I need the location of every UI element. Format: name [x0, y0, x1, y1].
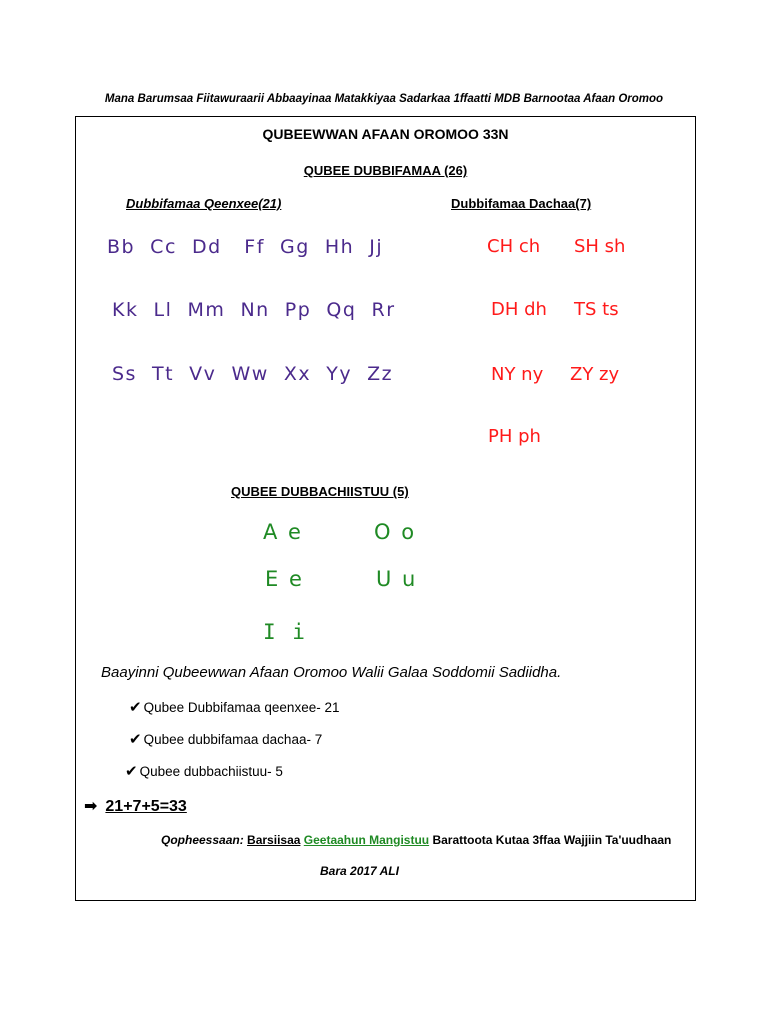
year-line: Bara 2017 ALI	[320, 864, 399, 878]
double-consonant-ts: TS ts	[574, 299, 619, 320]
vowel-i: I i	[263, 620, 307, 644]
summary-item-label: Qubee dubbifamaa dachaa- 7	[143, 732, 323, 747]
credit-line	[161, 833, 671, 847]
double-consonant-sh: SH sh	[574, 236, 626, 257]
single-consonants-row-3: Ss Tt Vv Ww Xx Yy Zz	[112, 363, 394, 385]
summary-item-3	[125, 762, 283, 780]
page-header: Mana Barumsaa Fiitawuraarii Abbaayinaa Matakkiyaa Sadarkaa 1ffaatti MDB Barnootaa Afaan Oromoo	[104, 93, 664, 105]
double-consonant-ny: NY ny	[491, 364, 544, 385]
credit-label: Qopheessaan:	[161, 833, 244, 847]
total-line	[84, 796, 187, 816]
check-icon: ✔	[129, 698, 142, 716]
check-icon: ✔	[125, 762, 138, 780]
summary-note: Baayinni Qubeewwan Afaan Oromoo Walii Galaa Soddomii Sadiidha.	[101, 664, 562, 681]
vowel-e: E e	[265, 567, 304, 591]
credit-prefix: Barsiisaa	[247, 833, 301, 847]
arrow-right-icon: ➡	[84, 796, 98, 815]
alphabet-box	[75, 116, 696, 901]
vowel-o: O o	[374, 520, 417, 544]
credit-suffix: Barattoota Kutaa 3ffaa Wajjiin Ta'uudhaan	[432, 833, 672, 847]
consonants-heading: QUBEE DUBBIFAMAA (26)	[303, 163, 468, 178]
summary-item-1	[129, 698, 339, 716]
single-consonants-heading: Dubbifamaa Qeenxee(21)	[126, 196, 282, 211]
summary-item-label: Qubee dubbachiistuu- 5	[139, 764, 283, 779]
check-icon: ✔	[129, 730, 142, 748]
credit-name: Geetaahun Mangistuu	[303, 833, 430, 847]
double-consonant-ch: CH ch	[487, 236, 541, 257]
single-consonants-row-1: Bb Cc Dd Ff Gg Hh Jj	[107, 236, 384, 258]
double-consonant-zy: ZY zy	[570, 364, 620, 385]
double-consonant-ph: PH ph	[488, 426, 541, 447]
vowel-u: U u	[376, 567, 418, 591]
page-title: QUBEEWWAN AFAAN OROMOO 33N	[262, 126, 509, 142]
double-consonants-heading: Dubbifamaa Dachaa(7)	[451, 196, 592, 211]
total-value: 21+7+5=33	[105, 798, 187, 815]
vowel-a: A e	[263, 520, 303, 544]
vowels-heading: QUBEE DUBBACHIISTUU (5)	[231, 484, 409, 499]
single-consonants-row-2: Kk Ll Mm Nn Pp Qq Rr	[112, 299, 396, 321]
double-consonant-dh: DH dh	[491, 299, 547, 320]
summary-item-2	[129, 730, 322, 748]
summary-item-label: Qubee Dubbifamaa qeenxee- 21	[143, 700, 340, 715]
